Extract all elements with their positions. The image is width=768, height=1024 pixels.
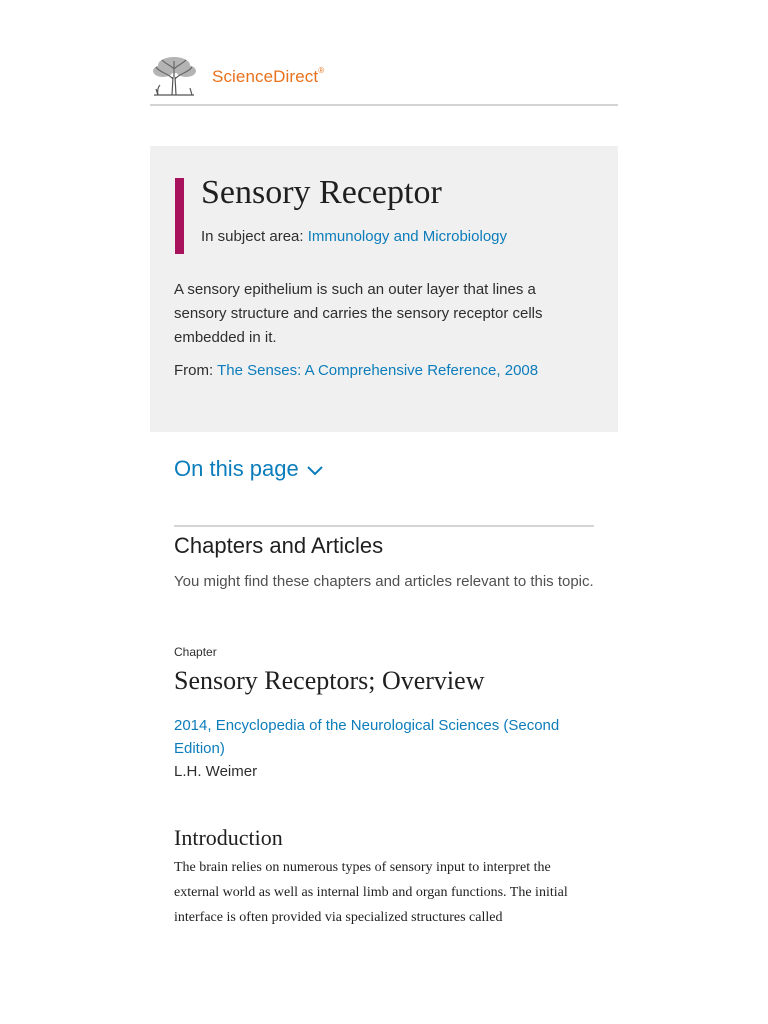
excerpt-heading: Introduction [174, 825, 283, 850]
subject-area [201, 228, 507, 245]
site-header [150, 55, 618, 106]
on-this-page-toggle[interactable] [174, 456, 323, 482]
chapters-section-description: You might find these chapters and articles relevant to this topic. [174, 573, 594, 590]
subject-area-link[interactable]: Immunology and Microbiology [307, 228, 507, 245]
on-this-page-label: On this page [174, 456, 299, 481]
subject-prefix: In subject area: [201, 228, 304, 245]
chevron-down-icon [307, 466, 323, 476]
sciencedirect-brand[interactable] [212, 67, 324, 87]
topic-source [174, 362, 538, 379]
section-divider [174, 525, 594, 527]
elsevier-tree-icon[interactable] [150, 55, 198, 97]
topic-accent-bar [175, 178, 184, 254]
brand-name: ScienceDirect [212, 67, 319, 86]
topic-definition: A sensory epithelium is such an outer layer that lines a sensory structure and carries the sensory receptor cells embedded in it. [174, 281, 543, 346]
topic-title: Sensory Receptor [201, 174, 442, 211]
chapter-author: L.H. Weimer [174, 763, 258, 780]
from-prefix: From: [174, 362, 214, 379]
chapters-section-title: Chapters and Articles [174, 533, 384, 558]
brand-mark: ® [318, 66, 325, 75]
chapter-source-link[interactable]: 2014, Encyclopedia of the Neurological Sciences (Second Edition) [174, 717, 560, 757]
chapter-excerpt: The brain relies on numerous types of sensory input to interpret the external world as well as internal limb and organ functions. The initial interface is often provided via specialized structures called [174, 860, 568, 925]
chapter-title-link[interactable]: Sensory Receptors; Overview [174, 666, 485, 695]
topic-card [150, 146, 618, 432]
source-reference-link[interactable]: The Senses: A Comprehensive Reference, 2008 [217, 362, 539, 379]
chapter-type-label: Chapter [174, 645, 217, 659]
